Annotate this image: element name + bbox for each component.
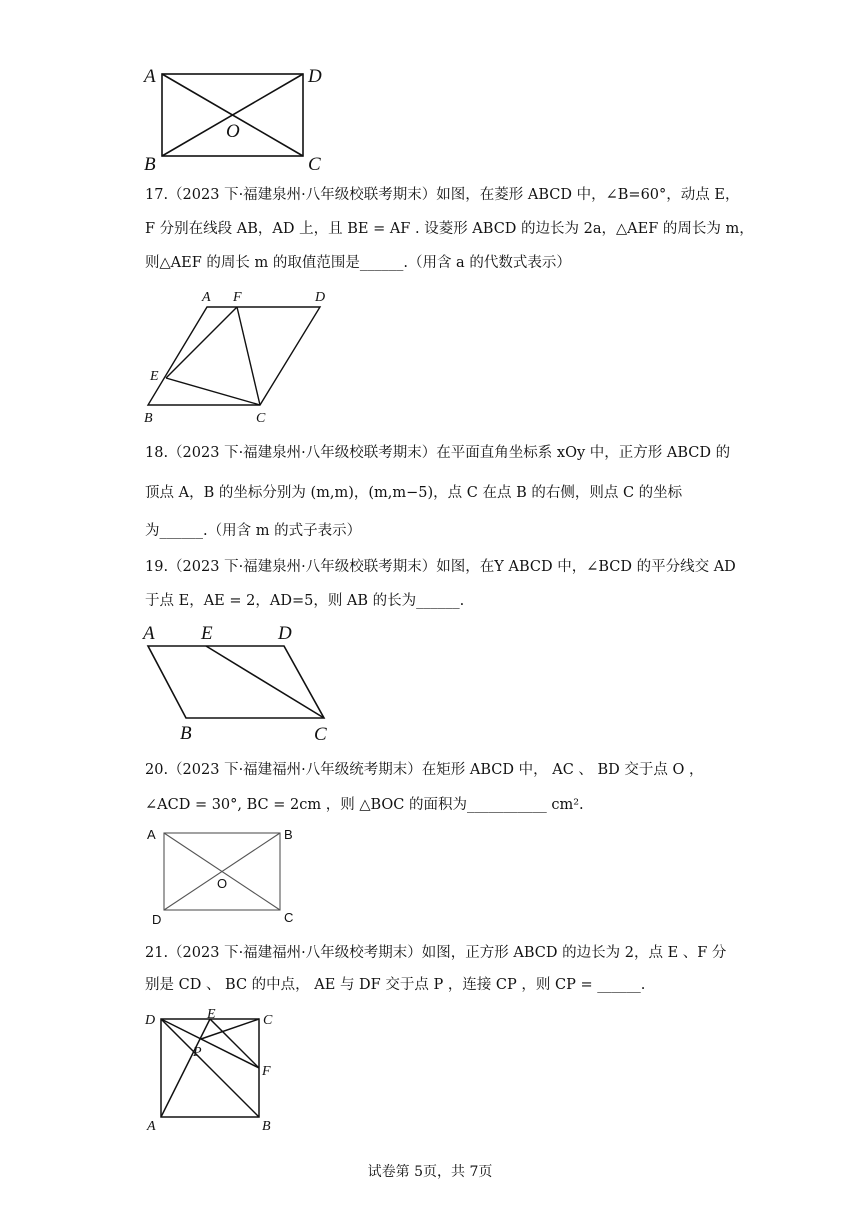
label-d: D bbox=[152, 912, 162, 927]
figure-rectangle-abcd bbox=[140, 62, 340, 174]
label-e: E bbox=[207, 1007, 216, 1022]
label-b: B bbox=[180, 723, 192, 744]
figure-rectangle-abcd-o bbox=[142, 822, 312, 930]
q17-line-1: 17.（2023 下·福建泉州·八年级校联考期末）如图，在菱形 ABCD 中，∠B=60°，动点 E， bbox=[145, 187, 740, 203]
label-d: D bbox=[278, 623, 292, 644]
page-footer: 试卷第 5页，共 7页 bbox=[367, 1164, 493, 1180]
q18-line-3: 为______.（用含 m 的式子表示） bbox=[145, 523, 362, 539]
q17-line-2: F 分别在线段 AB，AD 上，且 BE = AF . 设菱形 ABCD 的边长为 2a，△AEF 的周长为 m， bbox=[145, 221, 754, 237]
label-b: B bbox=[262, 1119, 271, 1134]
q21-line-1: 21.（2023 下·福建福州·八年级校考期末）如图，正方形 ABCD 的边长为 2，点 E 、F 分 bbox=[145, 945, 727, 961]
label-c: C bbox=[308, 154, 321, 174]
label-a: A bbox=[143, 623, 155, 644]
q18-line-2: 顶点 A，B 的坐标分别为 (m,m)，(m,m−5)，点 C 在点 B 的右侧，则点 C 的坐标 bbox=[145, 485, 683, 501]
label-e: E bbox=[150, 369, 159, 384]
label-f: F bbox=[262, 1064, 271, 1079]
label-c: C bbox=[263, 1013, 273, 1028]
label-d: D bbox=[145, 1013, 156, 1028]
q17-line-3: 则△AEF 的周长 m 的取值范围是______.（用含 a 的代数式表示） bbox=[145, 255, 571, 271]
label-o: O bbox=[217, 876, 228, 891]
q19-line-1: 19.（2023 下·福建泉州·八年级校联考期末）如图，在Y ABCD 中，∠BCD 的平分线交 AD bbox=[145, 559, 736, 575]
figure-rhombus-abcd bbox=[140, 285, 340, 430]
label-b: B bbox=[144, 154, 156, 174]
q21-line-2: 别是 CD 、 BC 的中点， AE 与 DF 交于点 P ，连接 CP ，则 CP = ______. bbox=[145, 977, 646, 993]
label-a: A bbox=[147, 827, 156, 842]
label-a: A bbox=[144, 66, 156, 87]
q18-line-1: 18.（2023 下·福建泉州·八年级校联考期末）在平面直角坐标系 xOy 中，正方形 ABCD 的 bbox=[145, 445, 731, 461]
label-b: B bbox=[284, 827, 293, 842]
figure-square-abcd bbox=[140, 1002, 290, 1138]
label-f: F bbox=[233, 290, 242, 305]
label-c: C bbox=[284, 910, 294, 925]
label-b: B bbox=[144, 411, 153, 426]
label-a: A bbox=[147, 1119, 156, 1134]
label-c: C bbox=[314, 724, 327, 745]
q20-line-2: ∠ACD = 30°, BC = 2cm ，则 △BOC 的面积为___________ cm². bbox=[145, 797, 584, 813]
label-a: A bbox=[202, 290, 211, 305]
label-c: C bbox=[256, 411, 266, 426]
label-p: P bbox=[193, 1045, 202, 1060]
q20-line-1: 20.（2023 下·福建福州·八年级统考期末）在矩形 ABCD 中， AC 、 BD 交于点 O ， bbox=[145, 762, 704, 778]
q19-line-2: 于点 E，AE = 2，AD=5，则 AB 的长为______. bbox=[145, 593, 465, 609]
label-d: D bbox=[308, 66, 322, 87]
label-d: D bbox=[315, 290, 326, 305]
label-o: O bbox=[226, 121, 240, 142]
figure-parallelogram-abcd bbox=[140, 620, 340, 745]
label-e: E bbox=[201, 623, 213, 644]
